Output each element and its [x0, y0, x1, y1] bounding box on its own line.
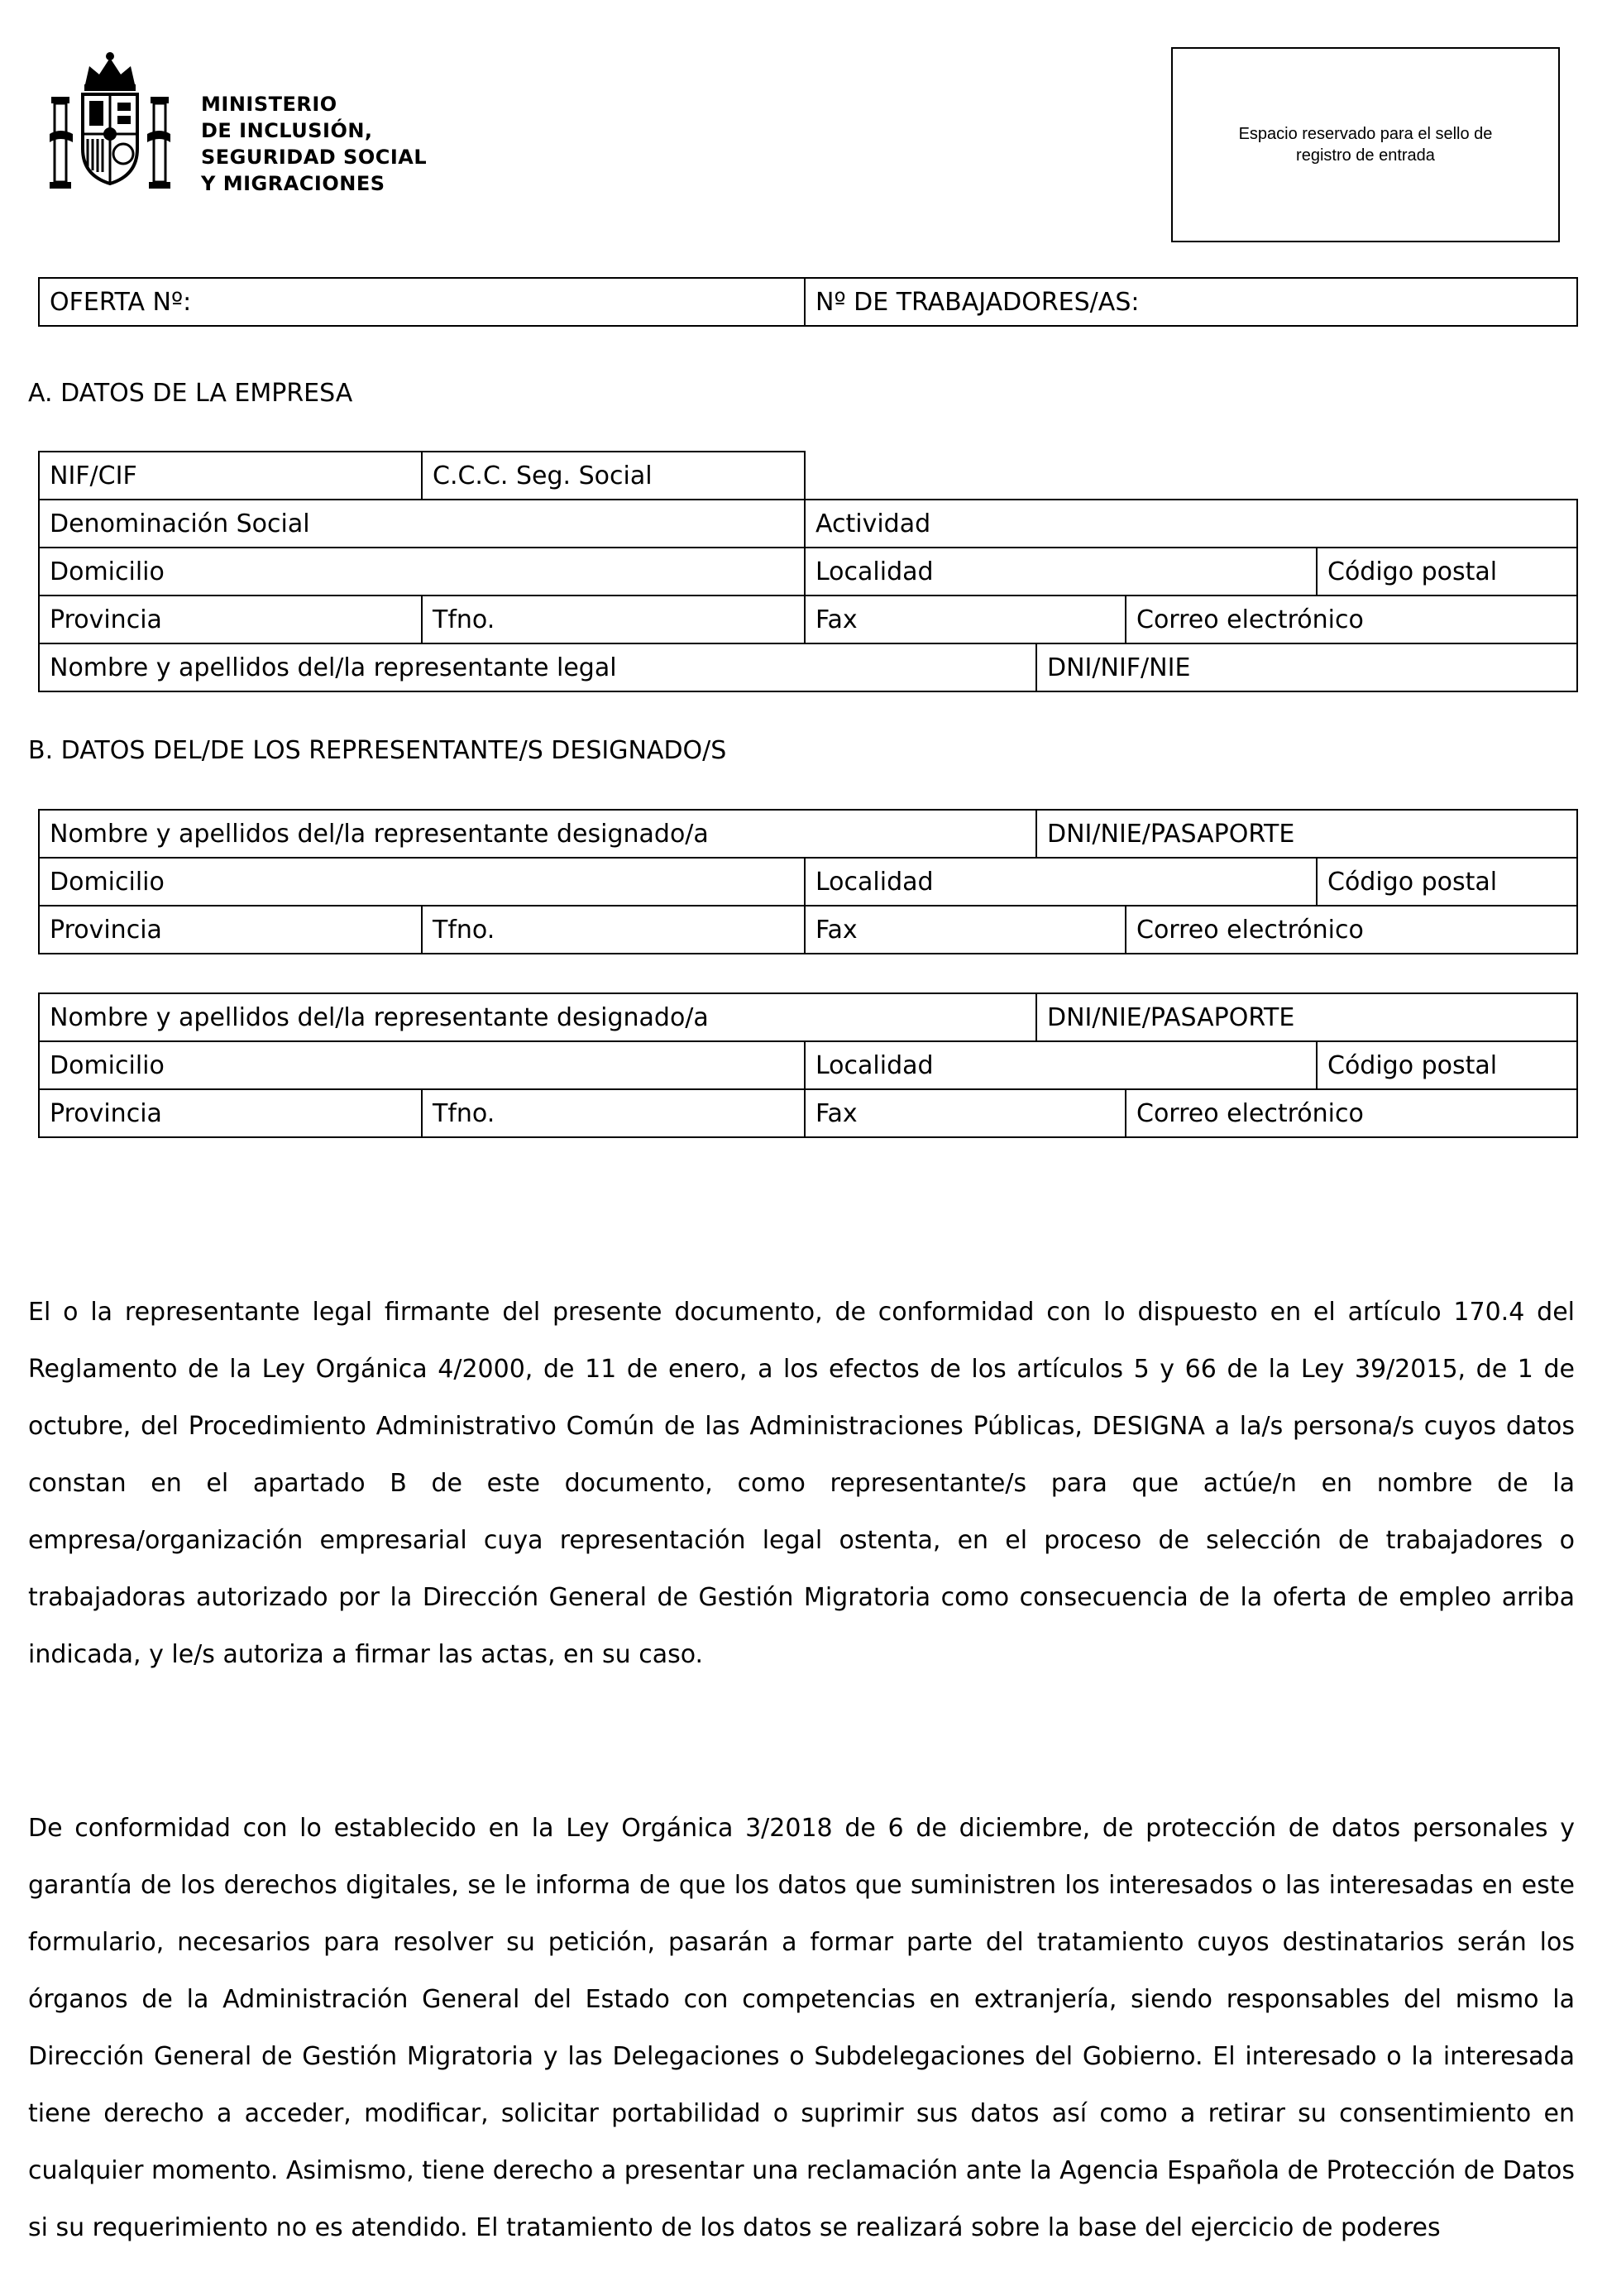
representative-email-field[interactable]: Correo electrónico [1126, 1089, 1577, 1137]
representative-address-field[interactable]: Domicilio [39, 1041, 805, 1089]
designated-representative-table [38, 809, 1578, 954]
workers-count-field[interactable]: Nº DE TRABAJADORES/AS: [805, 278, 1577, 326]
representative-locality-field[interactable]: Localidad [805, 858, 1317, 906]
representative-postal-code-field[interactable]: Código postal [1317, 1041, 1577, 1089]
representative-fax-field[interactable]: Fax [805, 1089, 1126, 1137]
address-field[interactable]: Domicilio [39, 548, 805, 596]
ministry-line: DE INCLUSIÓN, [201, 119, 373, 142]
section-a-title: A. DATOS DE LA EMPRESA [28, 379, 353, 408]
ministry-line: MINISTERIO [201, 93, 337, 116]
representative-email-field[interactable]: Correo electrónico [1126, 906, 1577, 954]
stamp-text: Espacio reservado para el sello de registro de entrada [1238, 125, 1493, 165]
email-field[interactable]: Correo electrónico [1126, 596, 1577, 643]
province-field[interactable]: Provincia [39, 596, 422, 643]
representative-name-field[interactable]: Nombre y apellidos del/la representante designado/a [39, 810, 1036, 858]
fax-field[interactable]: Fax [805, 596, 1126, 643]
offer-table [38, 277, 1578, 327]
legal-representative-id-field[interactable]: DNI/NIF/NIE [1036, 643, 1577, 691]
ministry-line: Y MIGRACIONES [201, 172, 385, 195]
ministry-line: SEGURIDAD SOCIAL [201, 146, 428, 169]
ministry-name [201, 91, 427, 197]
blank-cell [805, 452, 1577, 500]
representative-locality-field[interactable]: Localidad [805, 1041, 1317, 1089]
representative-name-field[interactable]: Nombre y apellidos del/la representante designado/a [39, 993, 1036, 1041]
legal-representative-field[interactable]: Nombre y apellidos del/la representante legal [39, 643, 1036, 691]
activity-field[interactable]: Actividad [805, 500, 1577, 548]
ccc-field[interactable]: C.C.C. Seg. Social [422, 452, 805, 500]
coat-of-arms-icon [48, 51, 172, 196]
representative-id-field[interactable]: DNI/NIE/PASAPORTE [1036, 993, 1577, 1041]
offer-number-field[interactable]: OFERTA Nº: [39, 278, 805, 326]
designation-paragraph: El o la representante legal firmante del presente documento, de conformidad con lo dispuesto en el artículo 170.4 del Reglamento de la Ley Orgánica 4/2000, de 11 de enero, a los efectos de los artículos 5 y 66 de la Ley 39/2015, de 1 de octubre, del Procedimiento Administrativo Común de las Administraciones Públicas, DESIGNA a la/s persona/s cuyos datos constan en el apartado B de este documento, como representante/s para que actúe/n en nombre de la empresa/organización empresarial cuya representación legal ostenta, en el proceso de selección de trabajadores o trabajadoras autorizado por la Dirección General de Gestión Migratoria como consecuencia de la oferta de empleo arriba indicada, y le/s autoriza a firmar las actas, en su caso. [28, 1298, 1575, 1669]
representative-postal-code-field[interactable]: Código postal [1317, 858, 1577, 906]
representative-province-field[interactable]: Provincia [39, 906, 422, 954]
section-b-title: B. DATOS DEL/DE LOS REPRESENTANTE/S DESIGNADO/S [28, 736, 727, 765]
nif-field[interactable]: NIF/CIF [39, 452, 422, 500]
company-name-field[interactable]: Denominación Social [39, 500, 805, 548]
phone-field[interactable]: Tfno. [422, 596, 805, 643]
designated-representative-table [38, 993, 1578, 1138]
company-data-table [38, 451, 1578, 692]
representative-province-field[interactable]: Provincia [39, 1089, 422, 1137]
representative-phone-field[interactable]: Tfno. [422, 906, 805, 954]
postal-code-field[interactable]: Código postal [1317, 548, 1577, 596]
registration-stamp-box [1171, 47, 1560, 242]
ministry-logo [48, 51, 445, 200]
representative-phone-field[interactable]: Tfno. [422, 1089, 805, 1137]
data-protection-paragraph: De conformidad con lo establecido en la Ley Orgánica 3/2018 de 6 de diciembre, de protección de datos personales y garantía de los derechos digitales, se le informa de que los datos que suministren los interesados o las interesadas en este formulario, necesarios para resolver su petición, pasarán a formar parte del tratamiento cuyos destinatarios serán los órganos de la Administración General del Estado con competencias en extranjería, siendo responsables del mismo la Dirección General de Gestión Migratoria y las Delegaciones o Subdelegaciones del Gobierno. El interesado o la interesada tiene derecho a acceder, modificar, solicitar portabilidad o suprimir sus datos así como a retirar su consentimiento en cualquier momento. Asimismo, tiene derecho a presentar una reclamación ante la Agencia Española de Protección de Datos si su requerimiento no es atendido. El tratamiento de los datos se realizará sobre la base del ejercicio de poderes [28, 1814, 1575, 2242]
representative-id-field[interactable]: DNI/NIE/PASAPORTE [1036, 810, 1577, 858]
representative-address-field[interactable]: Domicilio [39, 858, 805, 906]
representative-fax-field[interactable]: Fax [805, 906, 1126, 954]
locality-field[interactable]: Localidad [805, 548, 1317, 596]
